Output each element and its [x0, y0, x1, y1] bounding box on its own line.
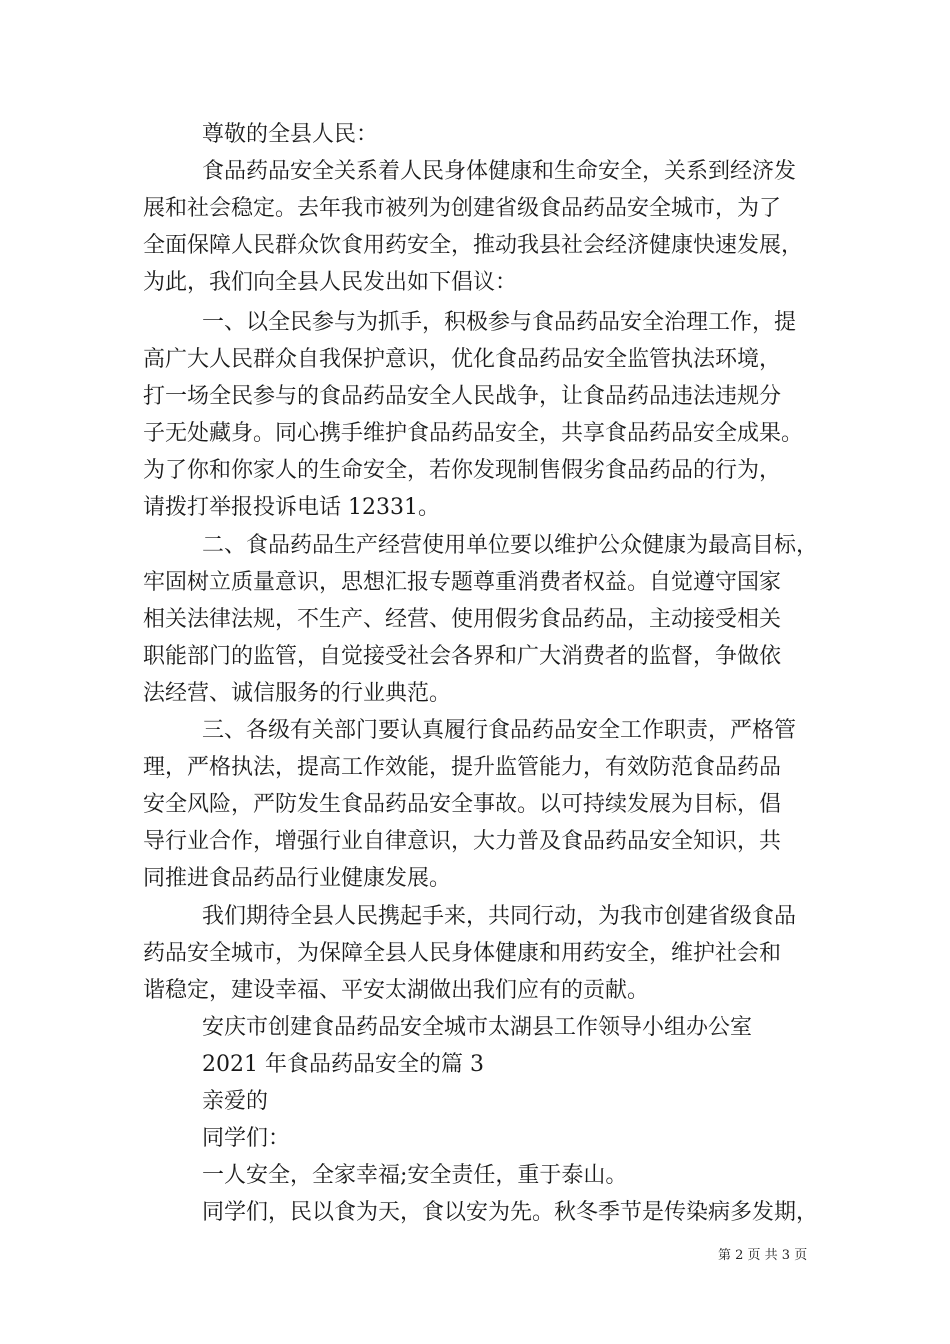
salutation-classmates: 同学们： [202, 1126, 291, 1151]
paragraph-line: 展和社会稳定。去年我市被列为创建省级食品药品安全城市，为了 [143, 196, 782, 221]
paragraph-line: 谐稳定，建设幸福、平安太湖做出我们应有的贡献。 [143, 978, 650, 1003]
paragraph-line: 理，严格执法，提高工作效能，提升监管能力，有效防范食品药品 [143, 755, 782, 780]
paragraph-line: 安全风险，严防发生食品药品安全事故。以可持续发展为目标，倡 [143, 792, 782, 817]
paragraph-line: 同推进食品药品行业健康发展。 [143, 866, 452, 891]
paragraph-line: 子无处藏身。同心携手维护食品药品安全，共享食品药品安全成果。 [143, 421, 804, 446]
paragraph-line: 三、各级有关部门要认真履行食品药品安全工作职责，严格管 [202, 718, 797, 743]
page-number: 第 2 页 共 3 页 [718, 1248, 808, 1263]
paragraph-line: 打一场全民参与的食品药品安全人民战争，让食品药品违法违规分 [143, 384, 782, 409]
paragraph-line: 同学们，民以食为天，食以安为先。秋冬季节是传染病多发期， [202, 1200, 819, 1225]
slogan: 一人安全，全家幸福;安全责任，重于泰山。 [202, 1163, 628, 1188]
paragraph-line: 食品药品安全关系着人民身体健康和生命安全，关系到经济发 [202, 159, 797, 184]
paragraph-line: 高广大人民群众自我保护意识，优化食品药品安全监管执法环境， [143, 347, 782, 372]
paragraph-line: 为此，我们向全县人民发出如下倡议： [143, 270, 518, 295]
greeting: 尊敬的全县人民： [202, 122, 379, 147]
paragraph-line: 为了你和你家人的生命安全，若你发现制售假劣食品药品的行为， [143, 458, 782, 483]
paragraph-line: 相关法律法规，不生产、经营、使用假劣食品药品，主动接受相关 [143, 607, 782, 632]
paragraph-line: 导行业合作，增强行业自律意识，大力普及食品药品安全知识，共 [143, 829, 782, 854]
paragraph-line: 法经营、诚信服务的行业典范。 [143, 681, 452, 706]
paragraph-line: 药品安全城市，为保障全县人民身体健康和用药安全，维护社会和 [143, 941, 782, 966]
paragraph-line: 我们期待全县人民携起手来，共同行动，为我市创建省级食品 [202, 904, 797, 929]
paragraph-line: 全面保障人民群众饮食用药安全，推动我县社会经济健康快速发展， [143, 233, 804, 258]
salutation-dear: 亲爱的 [202, 1089, 269, 1114]
paragraph-line: 牢固树立质量意识，思想汇报专题尊重消费者权益。自觉遵守国家 [143, 570, 782, 595]
paragraph-line: 二、食品药品生产经营使用单位要以维护公众健康为最高目标， [202, 533, 819, 558]
paragraph-line: 请拨打举报投诉电话 12331。 [143, 495, 440, 520]
paragraph-line: 职能部门的监管，自觉接受社会各界和广大消费者的监督，争做依 [143, 644, 782, 669]
paragraph-line: 一、以全民参与为抓手，积极参与食品药品安全治理工作，提 [202, 310, 797, 335]
section-title: 2021 年食品药品安全的篇 3 [202, 1052, 484, 1077]
signature: 安庆市创建食品药品安全城市太湖县工作领导小组办公室 [202, 1015, 753, 1040]
